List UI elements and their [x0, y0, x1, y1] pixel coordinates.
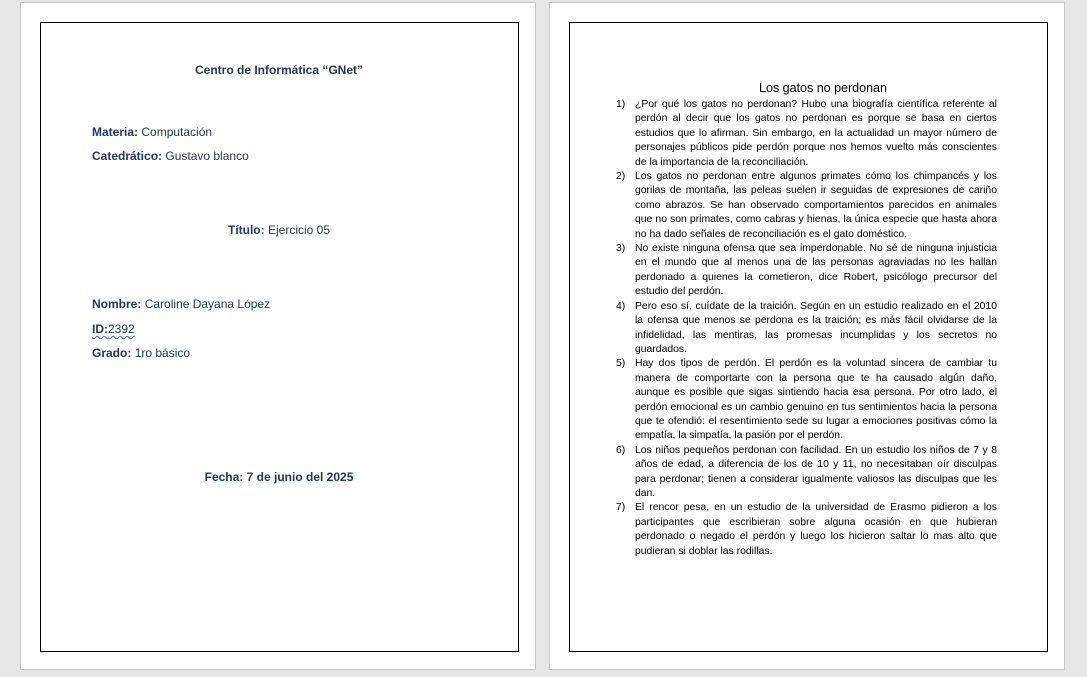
list-item: 1. ¿Por qué los gatos no perdonan? Hubo una biografía científica referente al perdón al decir que los gatos no perdonan es porque se basa en ciertos estudios que lo afirman. Sin embargo, en la actualidad un mayor número de personajes públicos pide perdón porque nos hemos vuelto más conscientes de la importancia de la reconciliación.	[631, 98, 997, 170]
materia-value: Computación	[141, 125, 213, 139]
page-content[interactable]	[549, 2, 1065, 670]
titulo-value: Ejercicio 05	[267, 223, 331, 237]
numbered-list	[613, 98, 997, 559]
fecha-label: Fecha:	[204, 470, 244, 484]
list-item: 6. Los niños pequeños perdonan con facilidad. En un estudio los niños de 7 y 8 años de edad, a diferencia de los de 10 y 11, no necesitaban oír disculpas para perdonar; tienen a considerar igualmente valiosos las disculpas que les dan.	[631, 444, 997, 502]
id-label: ID:	[92, 322, 108, 336]
list-item: 3. No existe ninguna ofensa que sea imperdonable. No sé de ninguna injusticia en el mundo que al menos una de las personas agraviadas no les hallan perdonado a quienes la cometieron, dice Robert, psicólogo precursor del estudio del perdón.	[631, 242, 997, 300]
catedratico-label: Catedrático:	[92, 149, 163, 163]
fecha-value: 7 de junio del 2025	[246, 470, 354, 484]
titulo-line	[21, 223, 537, 237]
titulo-label: Título:	[227, 223, 265, 237]
nombre-value: Caroline Dayana López	[144, 297, 271, 311]
id-value: 2392	[108, 322, 135, 336]
page-cover[interactable]	[20, 2, 536, 670]
materia-label: Materia:	[92, 125, 139, 139]
nombre-label: Nombre:	[92, 297, 142, 311]
id-line	[92, 322, 135, 336]
institution-name: Centro de Informática “GNet”	[194, 63, 364, 77]
grado-value: 1ro básico	[134, 346, 191, 360]
list-item: 7. El rencor pesa, en un estudio de la universidad de Erasmo pidieron a los participantes que escribieran sobre alguna ocasión en que hubieran perdonado o negado el perdón y luego los hicieron saltar lo mas alto que pudieran si doblar las rodillas.	[631, 501, 997, 559]
nombre-line	[92, 297, 270, 311]
grado-line	[92, 346, 190, 360]
fecha-line	[21, 470, 537, 484]
page-border	[40, 22, 519, 652]
list-item: 2. Los gatos no perdonan entre algunos primates cómo los chimpancés y los gorilas de montaña, las peleas suelen ir seguidas de expresiones de cariño como abrazos. Se han observado comportamientos parecidos en animales que no son primates, como cabras y hienas, la única especie que hasta ahora no ha dado señales de reconciliación es el gato doméstico.	[631, 170, 997, 242]
grado-label: Grado:	[92, 346, 132, 360]
materia-line	[92, 125, 212, 139]
catedratico-value: Gustavo blanco	[165, 149, 249, 163]
catedratico-line	[92, 149, 249, 163]
document-title: Los gatos no perdonan	[759, 81, 887, 95]
list-item: 5. Hay dos tipos de perdón. El perdón es la voluntad sincera de cambiar tu manera de comportarte con la persona que te ha causado algún daño, aunque es posible que sigas sintiendo hacia esa persona. Por otro lado, el perdón emocional es un cambio genuino en tus sentimientos hacia la persona que te ofendió: el resentimiento sede su lugar a emociones positivas cómo la empatía, la simpatía, la pasión por el perdón.	[631, 357, 997, 443]
list-item: 4. Pero eso sí, cuídate de la traición. Según en un estudio realizado en el 2010 la ofensa que menos se perdona es la traición; es más fácil olvidarse de la infidelidad, las mentiras, las promesas incumplidas y los secretos no guardados.	[631, 300, 997, 358]
cover-heading	[21, 63, 537, 77]
